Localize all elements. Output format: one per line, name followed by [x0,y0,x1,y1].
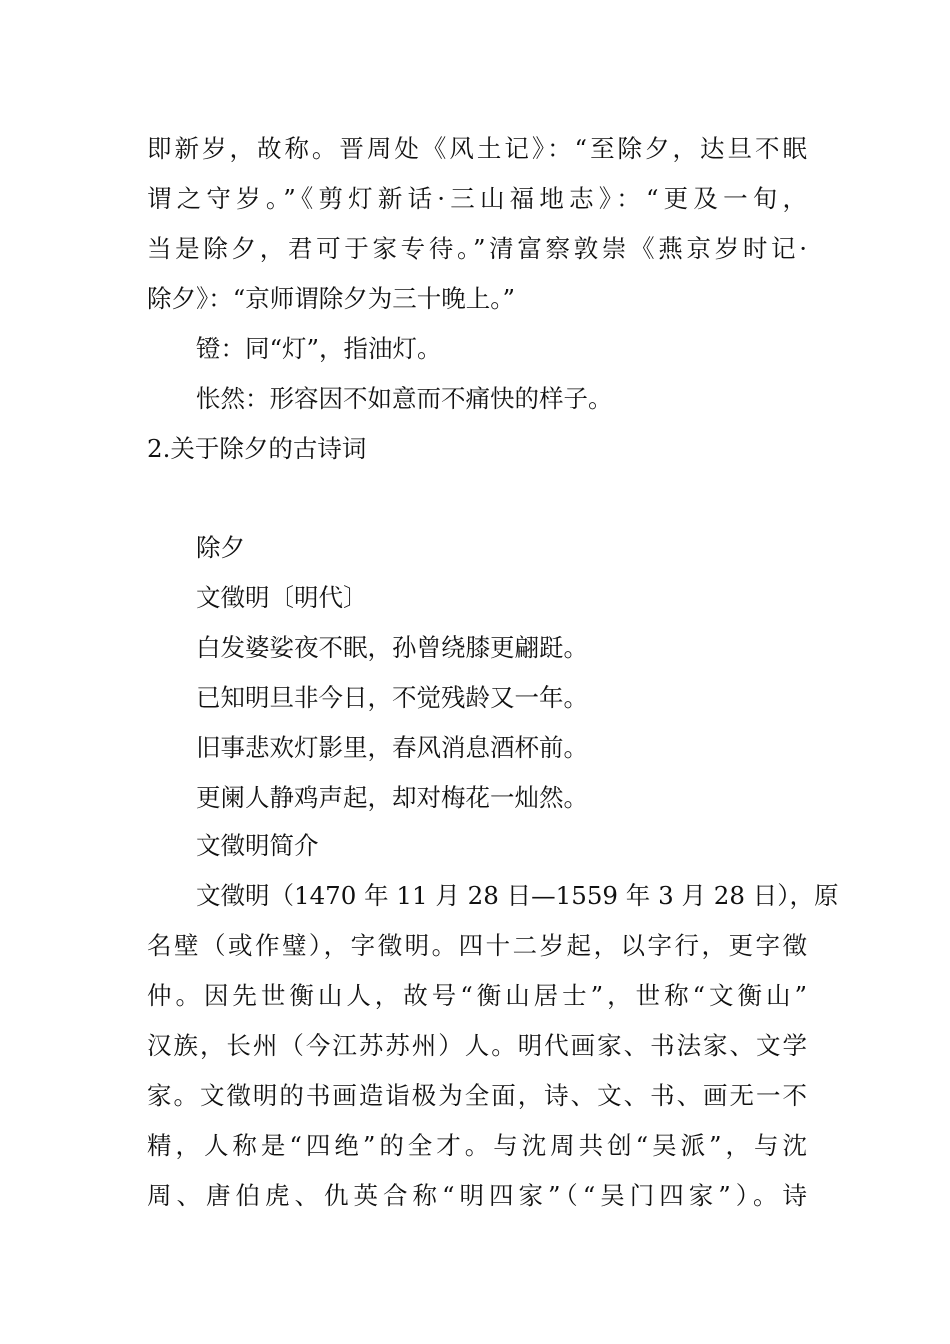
paragraph-line: 即新岁，故称。晋周处《风土记》：“至除夕，达旦不眠 [147,134,807,163]
bio-heading: 文徵明简介 [196,831,319,860]
poem-line: 更阑人静鸡声起，却对梅花一灿然。 [196,783,588,812]
note-changran: 怅然：形容因不如意而不痛快的样子。 [196,384,613,413]
bio-line: 家。文徵明的书画造诣极为全面，诗、文、书、画无一不 [147,1081,807,1110]
bio-line: 周、唐伯虎、仇英合称“明四家”（“吴门四家”）。诗 [147,1181,807,1210]
paragraph-line: 除夕》：“京师谓除夕为三十晚上。” [147,284,516,313]
bio-line: 精，人称是“四绝”的全才。与沈周共创“吴派”，与沈 [147,1131,807,1160]
bio-line: 文徵明（1470 年 11 月 28 日—1559 年 3 月 28 日），原 [196,881,839,910]
section-heading: 2.关于除夕的古诗词 [147,434,367,463]
poem-author: 文徵明〔明代〕 [196,583,368,612]
poem-line: 已知明旦非今日，不觉残龄又一年。 [196,683,588,712]
paragraph-line: 谓之守岁。”《剪灯新话·三山福地志》：“更及一旬， [147,184,807,213]
bio-line: 名壁（或作璧），字徵明。四十二岁起，以字行，更字徵 [147,931,807,960]
poem-line: 旧事悲欢灯影里，春风消息酒杯前。 [196,733,588,762]
poem-title: 除夕 [196,533,245,562]
paragraph-line: 当是除夕，君可于家专待。”清富察敦崇《燕京岁时记· [147,234,807,263]
poem-line: 白发婆娑夜不眠，孙曾绕膝更翩跹。 [196,633,588,662]
bio-line: 仲。因先世衡山人，故号“衡山居士”，世称“文衡山” [147,981,807,1010]
note-deng: 镫：同“灯”，指油灯。 [196,334,442,363]
bio-line: 汉族，长州（今江苏苏州）人。明代画家、书法家、文学 [147,1031,807,1060]
